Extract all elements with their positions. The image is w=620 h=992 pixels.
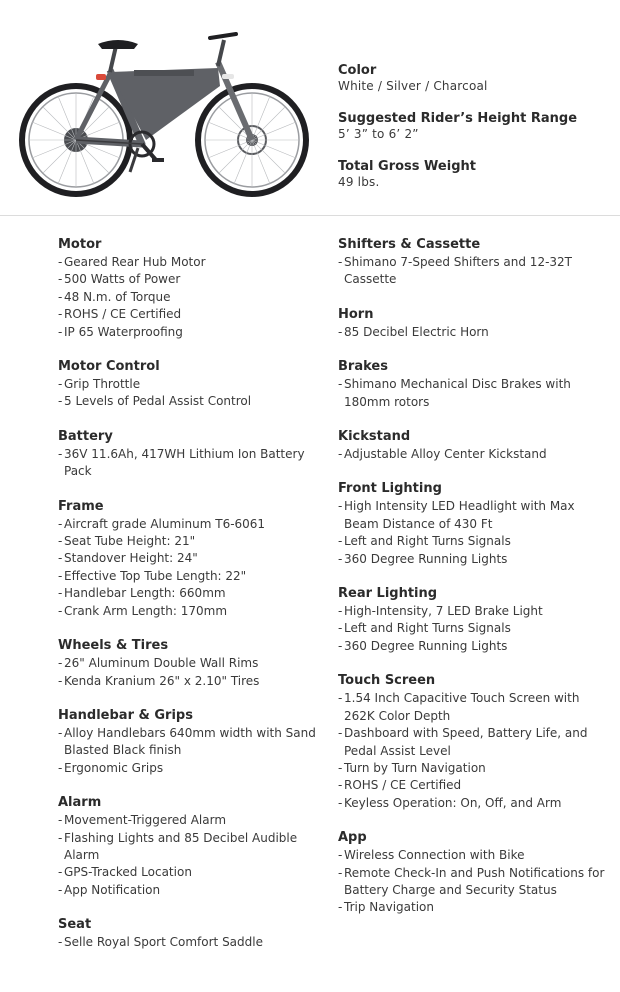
bullet-dash: -	[338, 778, 343, 793]
bullet-dash: -	[58, 568, 63, 583]
bullet-dash: -	[338, 324, 343, 339]
spec-item	[58, 376, 323, 393]
section-title: App	[338, 830, 367, 846]
weight-spec	[338, 158, 608, 190]
spec-item	[338, 690, 608, 725]
spec-item-text: Left and Right Turns Signals	[344, 534, 511, 549]
bullet-dash: -	[338, 726, 343, 741]
spec-section-motor	[58, 236, 323, 341]
bullet-dash: -	[338, 621, 343, 636]
bullet-dash: -	[338, 865, 343, 880]
spec-section-motor-control	[58, 358, 323, 411]
spec-item-text: Ergonomic Grips	[64, 760, 164, 775]
bullet-dash: -	[58, 603, 63, 618]
spec-section-frame	[58, 498, 323, 620]
spec-item-text: Adjustable Alloy Center Kickstand	[344, 447, 547, 462]
bullet-dash: -	[338, 638, 343, 653]
spec-section-handlebar-and-grips	[58, 707, 323, 777]
spec-item-text: App Notification	[64, 882, 161, 897]
product-header	[0, 0, 620, 215]
spec-item	[338, 899, 608, 916]
spec-item	[58, 516, 323, 533]
spec-item	[338, 376, 608, 411]
spec-item	[338, 254, 608, 289]
bullet-dash: -	[58, 324, 63, 339]
bullet-dash: -	[338, 447, 343, 462]
spec-item-text: Alloy Handlebars 640mm width with Sand Blasted Black finish	[64, 725, 316, 758]
spec-item-text: Effective Top Tube Length: 22"	[64, 568, 247, 583]
bullet-dash: -	[338, 900, 343, 915]
spec-section-kickstand	[338, 428, 608, 463]
spec-item-text: Aircraft grade Aluminum T6-6061	[64, 516, 266, 531]
spec-section-seat	[58, 916, 323, 951]
spec-item	[58, 446, 323, 481]
spec-item	[338, 551, 608, 568]
spec-section-horn	[338, 306, 608, 341]
spec-item-text: 360 Degree Running Lights	[344, 551, 508, 566]
bullet-dash: -	[58, 830, 63, 845]
spec-item-text: 48 N.m. of Torque	[64, 289, 171, 304]
bullet-dash: -	[58, 760, 63, 775]
spec-section-wheels-and-tires	[58, 637, 323, 690]
spec-item	[338, 847, 608, 864]
spec-item	[58, 550, 323, 567]
spec-item-text: Selle Royal Sport Comfort Saddle	[64, 935, 263, 950]
bullet-dash: -	[58, 255, 63, 269]
spec-item	[58, 533, 323, 550]
bullet-dash: -	[58, 656, 63, 671]
spec-item-text: High-Intensity, 7 LED Brake Light	[344, 604, 543, 619]
spec-item-text: IP 65 Waterproofing	[64, 324, 183, 339]
bullet-dash: -	[58, 446, 63, 461]
spec-item	[338, 725, 608, 760]
rider-height-spec	[338, 110, 608, 142]
spec-item	[338, 777, 608, 794]
bullet-dash: -	[58, 551, 63, 566]
spec-item	[58, 324, 323, 341]
bullet-dash: -	[338, 760, 343, 775]
section-title: Frame	[58, 498, 104, 514]
spec-section-alarm	[58, 794, 323, 899]
spec-item-text: ROHS / CE Certified	[344, 778, 462, 793]
spec-item-text: GPS-Tracked Location	[64, 865, 192, 880]
spec-item	[58, 882, 323, 899]
spec-item-text: Geared Rear Hub Motor	[64, 255, 206, 269]
color-spec	[338, 62, 608, 94]
spec-item	[338, 446, 608, 463]
spec-item-text: Wireless Connection with Bike	[344, 848, 525, 863]
spec-item	[338, 760, 608, 777]
spec-item	[58, 655, 323, 672]
spec-item-text: Trip Navigation	[344, 900, 434, 915]
spec-item-text: Dashboard with Speed, Battery Life, and Pedal Assist Level	[344, 726, 588, 758]
spec-item-text: Remote Check-In and Push Notifications for Battery Charge and Security Status	[344, 865, 605, 897]
spec-item	[58, 725, 323, 760]
bullet-dash: -	[58, 534, 63, 549]
bullet-dash: -	[58, 516, 63, 531]
spec-item	[338, 638, 608, 655]
spec-item	[58, 585, 323, 602]
spec-item-text: Keyless Operation: On, Off, and Arm	[344, 795, 562, 810]
bullet-dash: -	[58, 673, 63, 688]
bullet-dash: -	[58, 272, 63, 287]
section-title: Horn	[338, 306, 374, 322]
section-title: Handlebar & Grips	[58, 707, 193, 723]
bullet-dash: -	[58, 865, 63, 880]
spec-section-brakes	[338, 358, 608, 411]
spec-section-battery	[58, 428, 323, 481]
spec-item	[58, 289, 323, 306]
section-title: Alarm	[58, 795, 102, 811]
spec-section-app	[338, 829, 608, 917]
spec-item	[58, 271, 323, 288]
spec-item	[58, 830, 323, 865]
spec-item-text: 5 Levels of Pedal Assist Control	[64, 394, 252, 409]
spec-item	[58, 306, 323, 323]
bullet-dash: -	[58, 935, 63, 950]
spec-item	[338, 865, 608, 900]
spec-item-text: Grip Throttle	[64, 377, 141, 392]
bullet-dash: -	[58, 377, 63, 392]
spec-item-text: 26" Aluminum Double Wall Rims	[64, 656, 259, 671]
section-title: Battery	[58, 428, 113, 444]
spec-value: White / Silver / Charcoal	[338, 79, 488, 93]
bullet-dash: -	[58, 882, 63, 897]
bullet-dash: -	[338, 848, 343, 863]
spec-item-text: 36V 11.6Ah, 417WH Lithium Ion Battery Pack	[64, 446, 305, 479]
spec-item-text: Handlebar Length: 660mm	[64, 586, 226, 601]
section-divider	[0, 215, 620, 216]
spec-section-shifters-and-cassette	[338, 236, 608, 289]
spec-item	[58, 568, 323, 585]
spec-item	[58, 393, 323, 410]
bullet-dash: -	[338, 604, 343, 619]
section-title: Front Lighting	[338, 481, 442, 497]
spec-item-text: 85 Decibel Electric Horn	[344, 324, 489, 339]
spec-item	[338, 498, 608, 533]
spec-item-text: Flashing Lights and 85 Decibel Audible Alarm	[64, 830, 298, 862]
spec-item-text: Crank Arm Length: 170mm	[64, 603, 228, 618]
spec-section-front-lighting	[338, 480, 608, 568]
spec-item	[338, 795, 608, 812]
spec-item-text: Shimano 7-Speed Shifters and 12-32T Cassette	[344, 255, 573, 287]
section-title: Kickstand	[338, 429, 411, 445]
bullet-dash: -	[58, 725, 63, 740]
spec-column-right	[338, 236, 608, 934]
electric-bike-image	[14, 22, 314, 202]
spec-item	[338, 324, 608, 341]
spec-title: Total Gross Weight	[338, 159, 476, 174]
spec-item	[338, 620, 608, 637]
spec-value: 49 lbs.	[338, 175, 380, 189]
bullet-dash: -	[338, 795, 343, 810]
bullet-dash: -	[338, 534, 343, 549]
spec-item	[58, 603, 323, 620]
spec-item	[338, 603, 608, 620]
section-title: Rear Lighting	[338, 586, 438, 602]
section-title: Wheels & Tires	[58, 638, 169, 654]
spec-item-text: 360 Degree Running Lights	[344, 638, 508, 653]
spec-item-text: Movement-Triggered Alarm	[64, 813, 227, 828]
spec-title: Color	[338, 63, 377, 78]
bullet-dash: -	[58, 307, 63, 322]
spec-item	[58, 812, 323, 829]
spec-item-text: Turn by Turn Navigation	[344, 760, 486, 775]
bullet-dash: -	[338, 551, 343, 566]
spec-item-text: Standover Height: 24"	[64, 551, 198, 566]
spec-item-text: Shimano Mechanical Disc Brakes with 180mm rotors	[344, 377, 571, 409]
bullet-dash: -	[338, 691, 343, 706]
bullet-dash: -	[58, 813, 63, 828]
spec-value: 5’ 3” to 6’ 2”	[338, 127, 419, 141]
spec-section-touch-screen	[338, 672, 608, 812]
spec-section-rear-lighting	[338, 585, 608, 655]
bullet-dash: -	[338, 255, 343, 269]
bullet-dash: -	[58, 289, 63, 304]
section-title: Shifters & Cassette	[338, 237, 481, 252]
section-title: Brakes	[338, 359, 388, 375]
bullet-dash: -	[58, 394, 63, 409]
spec-item	[338, 533, 608, 550]
spec-item	[58, 673, 323, 690]
section-title: Seat	[58, 917, 92, 933]
spec-item-text: High Intensity LED Headlight with Max Beam Distance of 430 Ft	[344, 499, 575, 531]
section-title: Touch Screen	[338, 673, 436, 689]
spec-item	[58, 864, 323, 881]
bullet-dash: -	[338, 377, 343, 392]
spec-item	[58, 254, 323, 271]
bullet-dash: -	[338, 499, 343, 514]
spec-item	[58, 934, 323, 951]
section-title: Motor	[58, 237, 102, 252]
spec-item	[58, 760, 323, 777]
spec-item-text: ROHS / CE Certified	[64, 307, 182, 322]
spec-item-text: 1.54 Inch Capacitive Touch Screen with 262K Color Depth	[344, 691, 580, 723]
spec-item-text: 500 Watts of Power	[64, 272, 181, 287]
bullet-dash: -	[58, 586, 63, 601]
section-title: Motor Control	[58, 359, 160, 375]
spec-title: Suggested Rider’s Height Range	[338, 111, 578, 126]
summary-specs	[338, 62, 608, 206]
spec-item-text: Kenda Kranium 26" x 2.10" Tires	[64, 673, 260, 688]
spec-column-left	[58, 236, 323, 969]
spec-item-text: Left and Right Turns Signals	[344, 621, 511, 636]
spec-item-text: Seat Tube Height: 21"	[64, 534, 196, 549]
